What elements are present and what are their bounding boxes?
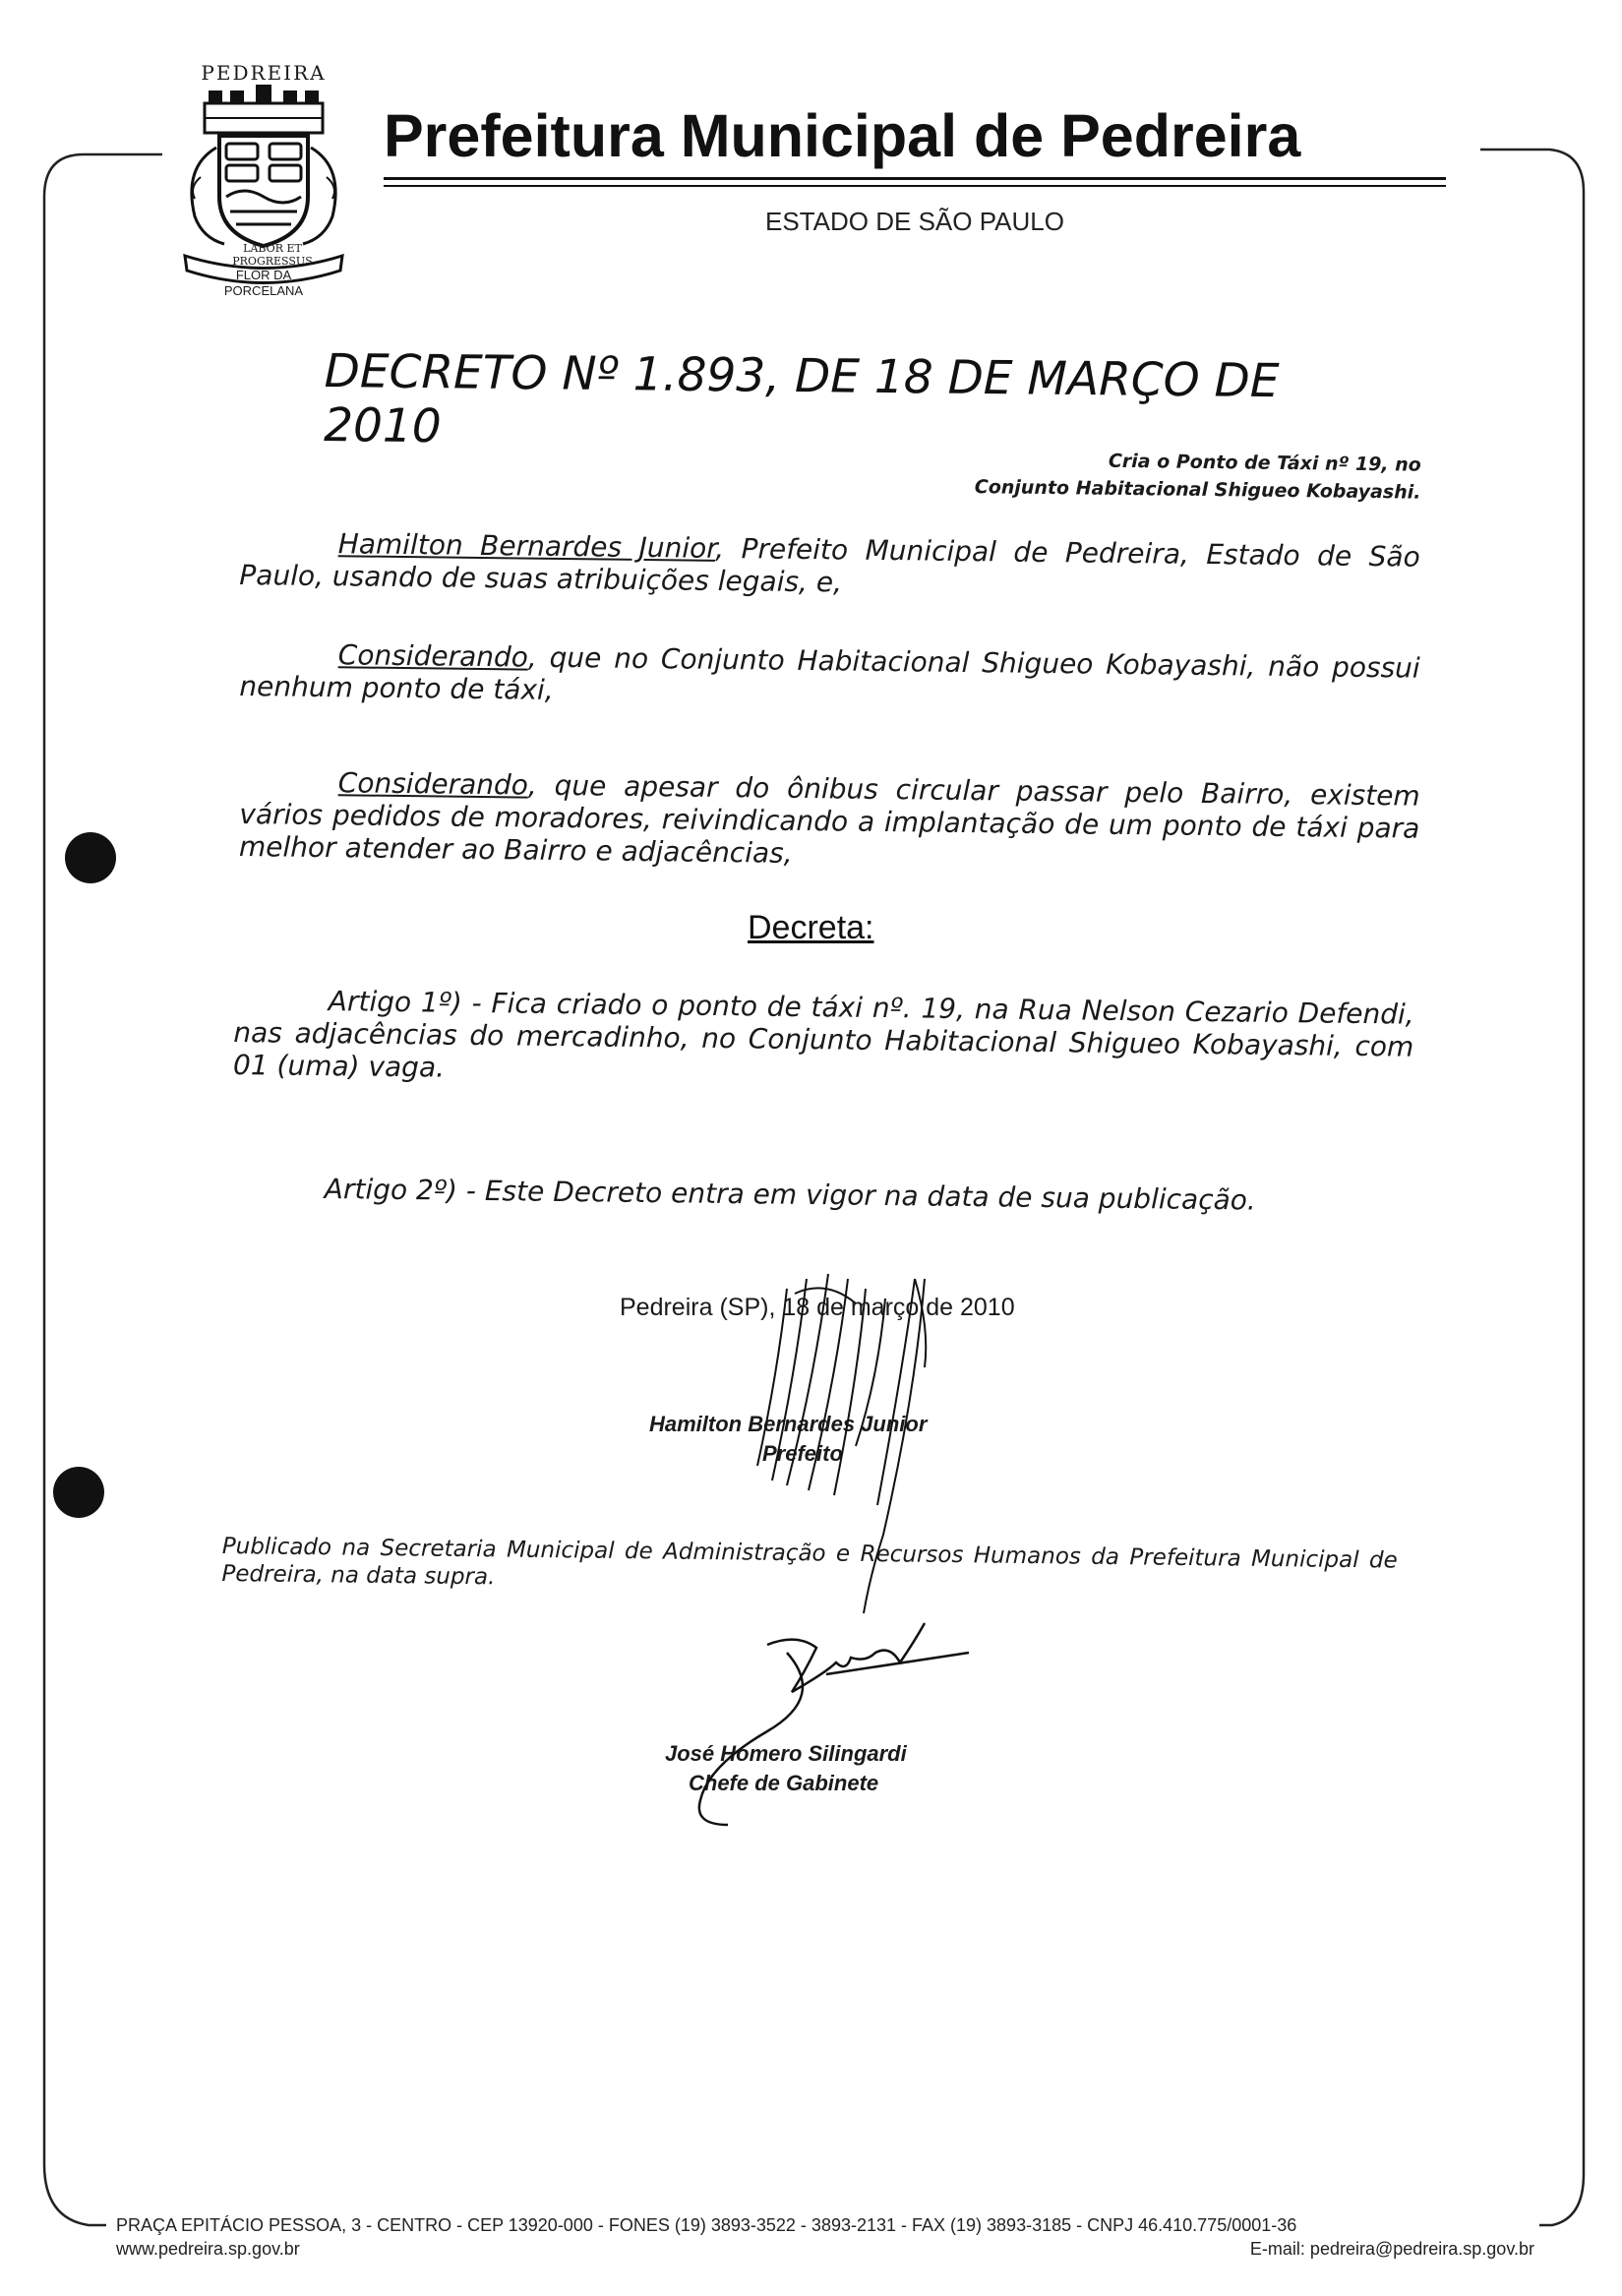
letterhead-title: Prefeitura Municipal de Pedreira (384, 102, 1301, 169)
decreta-heading: Decreta: (748, 909, 874, 946)
article-label: Artigo 1º) - (328, 985, 482, 1020)
chief-name: José Homero Silingardi (665, 1741, 907, 1766)
footer-email: E-mail: pedreira@pedreira.sp.gov.br (1249, 2239, 1534, 2259)
text: , Prefeito Municipal de (714, 531, 1066, 570)
place-and-date: Pedreira (SP), 18 de março de 2010 (620, 1294, 1015, 1321)
punch-hole (65, 832, 116, 883)
letterhead-state: ESTADO DE SÃO PAULO (765, 207, 1064, 236)
mayor-role: Prefeito (762, 1441, 843, 1466)
crest-motto: LABOR ET PROGRESSUS (232, 242, 313, 268)
crest-caption-1: FLOR DA (235, 268, 292, 282)
article-label: Artigo 2º) (324, 1173, 458, 1207)
considering-label: Considerando (337, 766, 529, 802)
chief-role: Chefe de Gabinete (689, 1771, 879, 1795)
punch-hole (53, 1467, 104, 1518)
publication-note: Publicado na Secretaria Municipal de Administração e Recursos Humanos da Prefeitura Municipal de Pedreira, na data supra. (221, 1533, 1398, 1591)
footer-address: PRAÇA EPITÁCIO PESSOA, 3 - CENTRO - CEP 13920-000 - FONES (19) 3893-3522 - 3893-2131 - FAX (19) 3893-3185 - CNPJ 46.410.775/0001-36 (116, 2215, 1297, 2235)
summary-line: Conjunto Habitacional Shigueo Kobayashi. (974, 476, 1421, 504)
crest-caption-2: PORCELANA (223, 283, 304, 298)
chief-signature (699, 1623, 969, 1825)
text: , que apesar do ônibus circular passar pelo Bairro, existem vários pedidos de moradores, reivindicando a implantação de um ponto de táxi para melhor atender ao Bairro e adjacências, (238, 768, 1420, 870)
footer-website: www.pedreira.sp.gov.br (116, 2239, 300, 2259)
mayor-name: Hamilton Bernardes Junior (649, 1412, 928, 1436)
decree-title: DECRETO Nº 1.893, DE 18 DE MARÇO DE 2010 (323, 344, 1280, 454)
mayor-signature (757, 1274, 926, 1613)
considering-label: Considerando (337, 638, 529, 674)
text: - Este Decreto entra em vigor na data de sua publicação. (456, 1174, 1256, 1217)
text: Fica criado o ponto de táxi nº. 19, na Rua Nelson Cezario Defendi, nas adjacências do mercadinho, no Conjunto Habitacional Shigueo Kobayashi, com 01 (uma) vaga. (232, 987, 1414, 1084)
text: , que no Conjunto Habitacional Shigueo Kobayashi, não possui nenhum ponto de táxi, (239, 640, 1420, 706)
crest-city-arc: PEDREIRA (201, 61, 327, 85)
mayor-name-inline: Hamilton Bernardes Junior (337, 527, 716, 565)
text: Estado de São Paulo, usando de suas atribuições legais, e, (239, 537, 1420, 599)
summary-line: Cria o Ponto de Táxi nº 19, no (1108, 450, 1421, 476)
text: Pedreira, (1064, 536, 1190, 571)
